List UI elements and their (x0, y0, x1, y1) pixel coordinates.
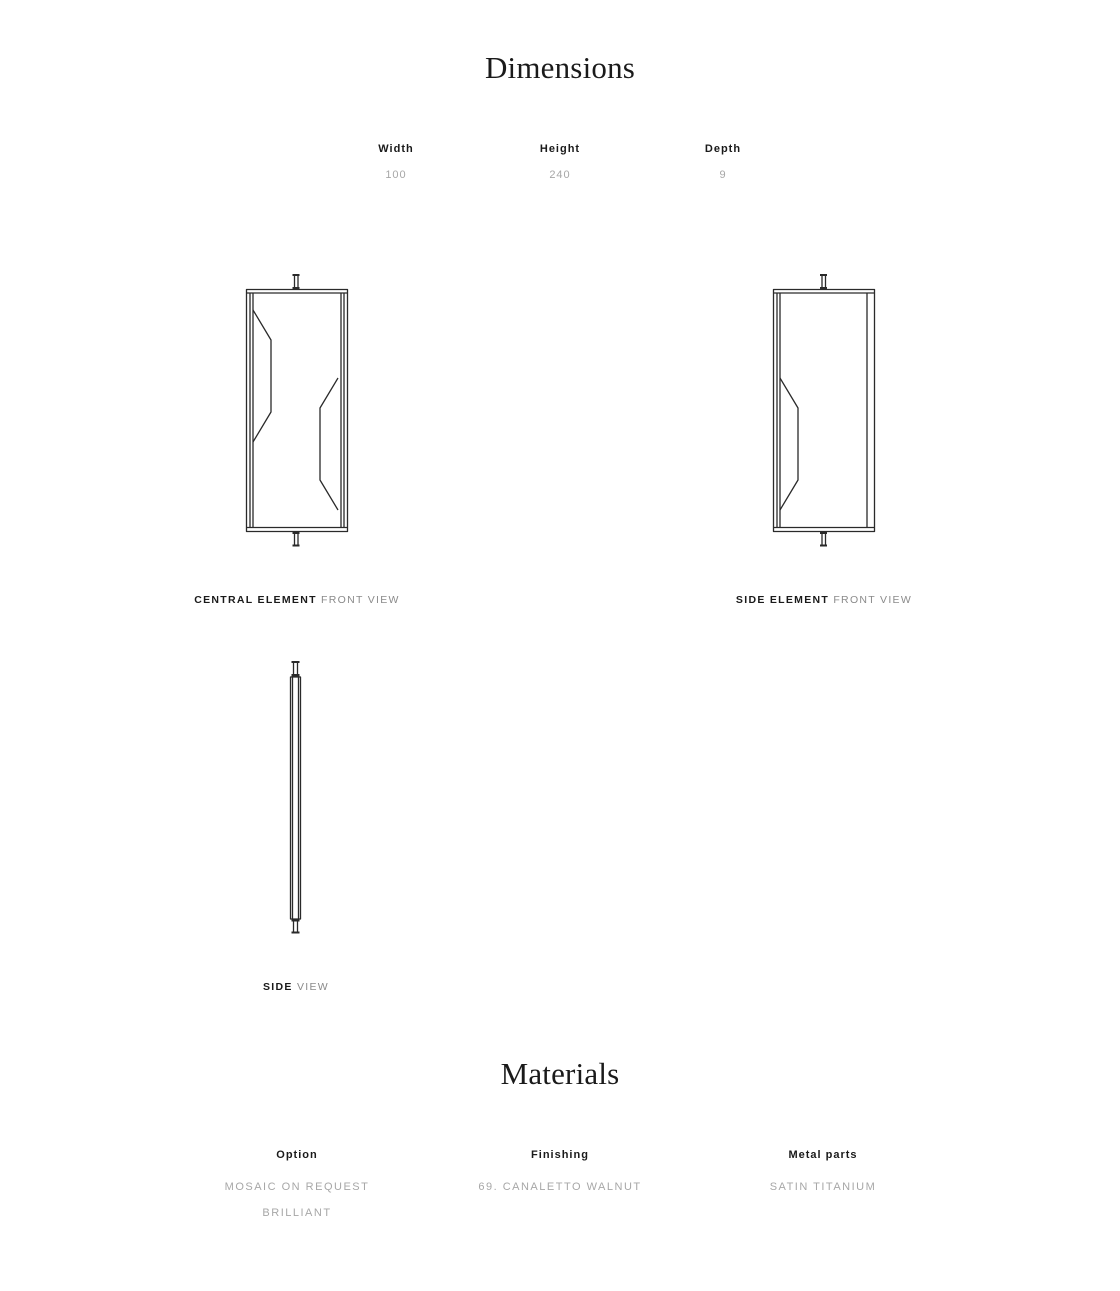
spec-depth-value: 9 (719, 169, 727, 181)
central-element-caption-light: FRONT VIEW (321, 594, 400, 606)
spec-depth-label: Depth (704, 143, 742, 155)
material-metal-parts (713, 1148, 933, 1200)
material-option-label: Option (276, 1149, 318, 1161)
spec-height-label: Height (539, 143, 581, 155)
spec-height-value: 240 (549, 169, 571, 181)
spec-width-value: 100 (385, 169, 407, 181)
material-option-value: BRILLIANT (262, 1207, 332, 1219)
material-metal-parts-value: SATIN TITANIUM (769, 1181, 877, 1193)
side-element-caption-light: FRONT VIEW (833, 594, 913, 606)
spec-depth (643, 142, 803, 182)
spec-width-label: Width (378, 143, 414, 155)
material-metal-parts-label: Metal parts (788, 1149, 858, 1161)
side-view-caption-light: VIEW (296, 981, 329, 993)
side-element-caption (674, 593, 974, 607)
side-view-caption-strong: SIDE (263, 981, 293, 993)
material-finishing-value: 69. CANALETTO WALNUT (478, 1181, 642, 1193)
material-option-value: MOSAIC ON REQUEST (224, 1181, 370, 1193)
materials-title: Materials (500, 1056, 620, 1091)
side-view-drawing (280, 655, 312, 940)
side-element-front-view-drawing (763, 268, 885, 552)
material-finishing-label: Finishing (531, 1149, 589, 1161)
dimensions-title: Dimensions (484, 50, 636, 85)
spec-height (480, 142, 640, 182)
central-element-caption (147, 593, 447, 607)
central-element-front-view-drawing (236, 268, 358, 552)
central-element-caption-strong: CENTRAL ELEMENT (194, 594, 317, 606)
side-element-caption-strong: SIDE ELEMENT (735, 594, 830, 606)
material-finishing (450, 1148, 670, 1200)
side-view-caption (146, 980, 446, 994)
spec-width (316, 142, 476, 182)
material-option (187, 1148, 407, 1226)
